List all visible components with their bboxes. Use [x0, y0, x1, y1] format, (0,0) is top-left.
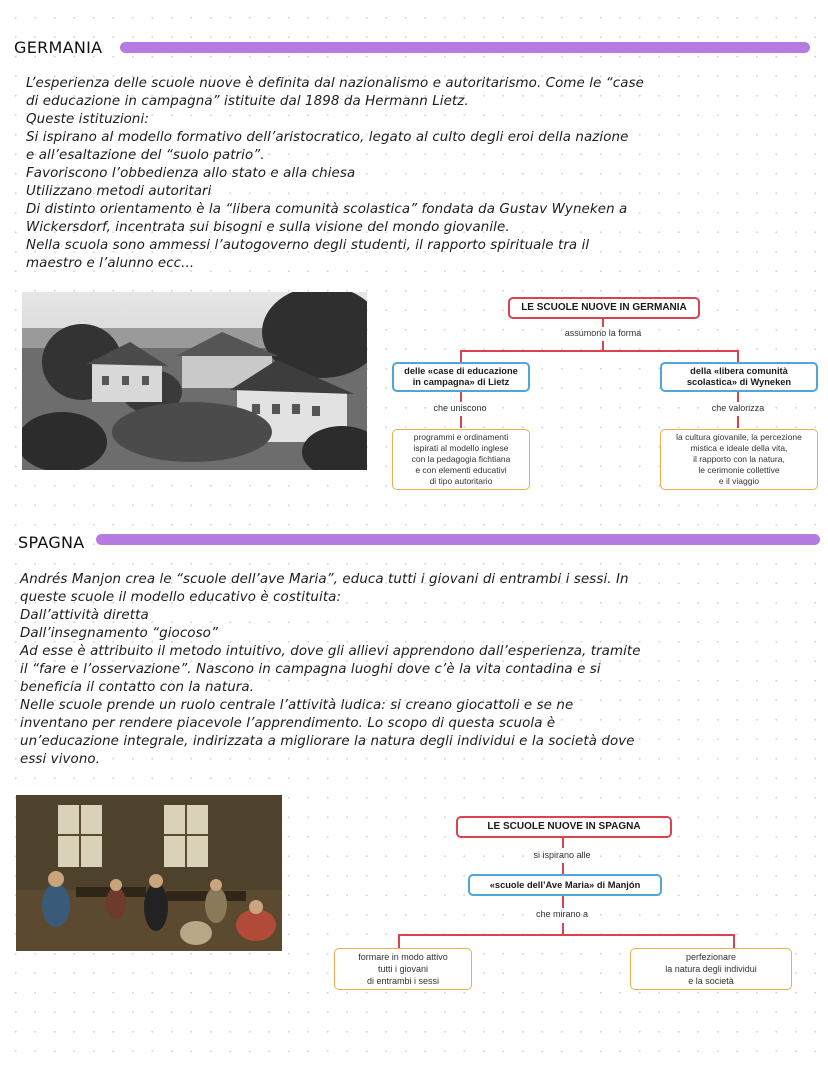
connector-line: [562, 838, 564, 848]
text-line: Favoriscono l’obbedienza allo stato e alla chiesa: [26, 166, 356, 181]
germania-school-photo: [22, 292, 367, 470]
germania-left-connector: che uniscono: [433, 403, 487, 413]
text-line: L’esperienza delle scuole nuove è definita dal nazionalismo e autoritarismo. Come le “case: [26, 76, 644, 91]
germania-right-node: [660, 362, 818, 392]
leaf-line: mistica e ideale della vita,: [690, 443, 788, 453]
school-buildings-image: [22, 292, 367, 470]
node-line: della «libera comunità: [690, 366, 788, 376]
leaf-line: la natura degli individui: [665, 964, 757, 974]
leaf-line: formare in modo attivo: [358, 952, 448, 962]
connector-line: [398, 934, 734, 936]
leaf-line: programmi e ordinamenti: [413, 432, 509, 442]
spagna-left-leaf: [334, 948, 472, 990]
germania-right-leaf: [660, 429, 818, 490]
germania-text: [26, 75, 644, 273]
text-line: queste scuole il modello educativo è costituita:: [20, 590, 342, 605]
germania-map-title: LE SCUOLE NUOVE IN GERMANIA: [508, 297, 700, 319]
text-line: Si ispirano al modello formativo dell’aristocratico, legato al culto degli eroi della nazione: [26, 130, 629, 145]
classroom-painting-image: [16, 795, 282, 951]
text-line: Ad esse è attribuito il metodo intuitivo, dove gli allievi apprendono dall’esperienza, tramite: [20, 644, 641, 659]
spagna-concept-map: [330, 812, 800, 1002]
spagna-text: [20, 571, 641, 769]
connector-line: [737, 350, 739, 362]
leaf-line: con la pedagogia fichtiana: [411, 454, 511, 464]
leaf-line: e con elementi educativi: [415, 465, 507, 475]
leaf-line: e il viaggio: [718, 476, 760, 486]
text-line: Nelle scuole prende un ruolo centrale l’attività ludica: si creano giocattoli e se ne: [20, 698, 574, 713]
spagna-map-node: «scuole dell’Ave Maria» di Manjón: [468, 874, 662, 896]
germania-right-connector: che valorizza: [711, 403, 765, 413]
leaf-line: di tipo autoritario: [429, 476, 493, 486]
leaf-line: di entrambi i sessi: [366, 976, 440, 986]
leaf-line: perfezionare: [685, 952, 737, 962]
node-line: scolastica» di Wyneken: [686, 377, 792, 387]
text-line: Dall’attività diretta: [20, 608, 149, 623]
leaf-line: ispirati al modello inglese: [413, 443, 509, 453]
text-line: essi vivono.: [20, 752, 101, 767]
spagna-heading: SPAGNA: [18, 533, 85, 552]
connector-line: [602, 341, 604, 350]
germania-accent-bar: [120, 42, 810, 53]
text-line: Di distinto orientamento è la “libera comunità scolastica” fondata da Gustav Wyneken a: [26, 202, 628, 217]
text-line: beneficia il contatto con la natura.: [20, 680, 255, 695]
node-line: delle «case di educazione: [404, 366, 518, 376]
connector-line: [460, 350, 462, 362]
connector-line: [460, 350, 738, 352]
germania-left-leaf: [392, 429, 530, 490]
leaf-line: tutti i giovani: [377, 964, 429, 974]
leaf-line: le cerimonie collettive: [698, 465, 780, 475]
spagna-right-leaf: [630, 948, 792, 990]
spagna-classroom-painting: [16, 795, 282, 951]
connector-line: [562, 896, 564, 908]
node-line: in campagna» di Lietz: [412, 377, 510, 387]
text-line: di educazione in campagna” istituite dal 1898 da Hermann Lietz.: [26, 94, 469, 109]
text-line: e all’esaltazione del “suolo patrio”.: [26, 148, 265, 163]
connector-line: [737, 392, 739, 402]
germania-left-node: [392, 362, 530, 392]
text-line: il “fare e l’osservazione”. Nascono in campagna luoghi dove c’è la vita contadina e si: [20, 662, 601, 677]
connector-line: [460, 392, 462, 402]
spagna-map-title: LE SCUOLE NUOVE IN SPAGNA: [456, 816, 672, 838]
text-line: Utilizzano metodi autoritari: [26, 184, 212, 199]
text-line: Queste istituzioni:: [26, 112, 149, 127]
germania-heading: GERMANIA: [14, 38, 103, 57]
text-line: Andrés Manjon crea le “scuole dell’ave Maria”, educa tutti i giovani di entrambi i sessi. In: [20, 572, 629, 587]
connector-line: [737, 416, 739, 428]
germania-map-connector: assumono la forma: [564, 328, 642, 338]
text-line: Dall’insegnamento “giocoso”: [20, 626, 219, 641]
spagna-accent-bar: [96, 534, 820, 545]
text-line: maestro e l’alunno ecc...: [26, 256, 195, 271]
spagna-map-connector-1: si ispirano alle: [533, 850, 591, 860]
text-line: un’educazione integrale, indirizzata a migliorare la natura degli individui e la società dove: [20, 734, 635, 749]
spagna-map-connector-2: che mirano a: [535, 909, 589, 919]
text-line: Nella scuola sono ammessi l’autogoverno degli studenti, il rapporto spirituale tra il: [26, 238, 590, 253]
connector-line: [602, 319, 604, 327]
germania-concept-map: [388, 292, 818, 502]
connector-line: [733, 934, 735, 948]
connector-line: [398, 934, 400, 948]
text-line: inventano per rendere piacevole l’apprendimento. Lo scopo di questa scuola è: [20, 716, 556, 731]
leaf-line: il rapporto con la natura,: [693, 454, 785, 464]
leaf-line: e la società: [688, 976, 734, 986]
connector-line: [562, 863, 564, 874]
connector-line: [460, 416, 462, 428]
connector-line: [562, 923, 564, 934]
text-line: Wickersdorf, incentrata sui bisogni e sulla visione del mondo giovanile.: [26, 220, 510, 235]
leaf-line: la cultura giovanile, la percezione: [676, 432, 802, 442]
